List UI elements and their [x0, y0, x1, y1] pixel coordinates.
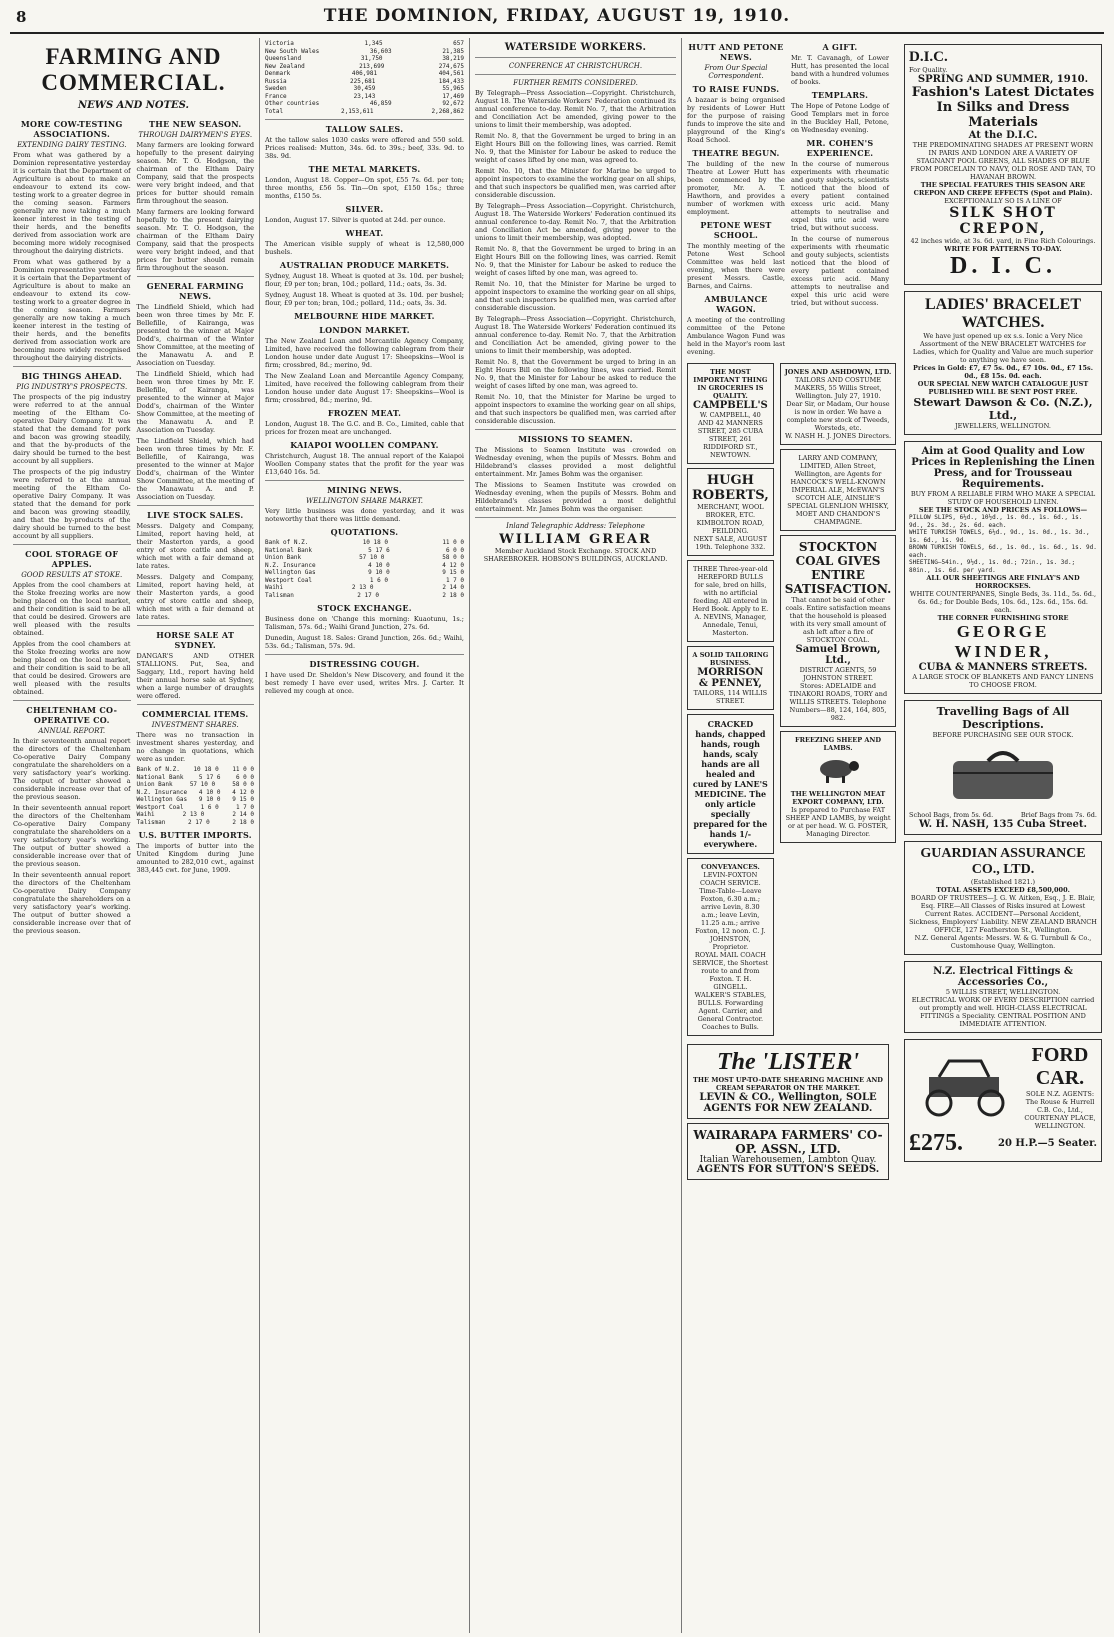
market-text: Business done on 'Change this morning: Kuaotunu, 1s.; Talisman, 57s. 6d.; Waihi Grand Junction, 27s. 6d. — [265, 615, 464, 631]
stockton-coal-ad: STOCKTON COAL GIVES ENTIRE SATISFACTION. That cannot be said of other coals. Entire satisfaction means that the household is pleased with its very small amount of ash left after a fire of STOCKTON COAL. Samuel Brown, Ltd., DISTRICT AGENTS, 59 JOHNSTON STREET. Stores: ADELAIDE and TINAKORI ROADS, TORY and WILLIS STREETS. Telephone Numbers—88, 124, 164, 805, 982. — [780, 535, 897, 727]
price-row: BROWN TURKISH TOWELS, 6d., 1s. 0d., 1s. 6d., 1s. 9d. each. — [909, 544, 1097, 559]
story-text: From what was gathered by a Dominion representative yesterday it is certain that the Department of Agriculture is about to make an endeavour to extend its cow-testing work to a greater degree in the coming season. Farmers generally are now taking a much keener interest in the testing of their herds, and the benefits derived from association work are becoming more widely recognised throughout the dairying districts. — [13, 151, 131, 255]
car-icon — [909, 1055, 1019, 1119]
market-title: LONDON MARKET. — [319, 325, 410, 335]
story-title: THE NEW SEASON. — [149, 119, 242, 129]
dic-title: D.I.C. — [909, 49, 948, 65]
story-subtitle: PIG INDUSTRY'S PROSPECTS. — [16, 383, 128, 391]
market-subtitle: WELLINGTON SHARE MARKET. — [305, 497, 424, 505]
market-title: THE METAL MARKETS. — [308, 164, 421, 174]
campbell-name: CAMPBELL'S — [693, 400, 768, 411]
story-text: Many farmers are looking forward hopefully to the present dairying season. Mr. T. O. Hodgson, the chairman of the Eltham Dairy Company, said that the prospects were very bright indeed, and that prices for butter should remain firm throughout the season. — [136, 208, 254, 272]
story-title: U.S. BUTTER IMPORTS. — [138, 830, 252, 840]
labour-text: By Telegraph—Press Association—Copyright. Christchurch, August 18. The Waterside Workers' Federation continued its annual conference to-day. Remit No. 7, that the Arbitration and Conciliation Act be amended, giving power to the unions to limit their membership, was adopted. — [475, 202, 676, 242]
ford-car-ad: FORD CAR. SOLE N.Z. AGENTS: The Rouse & Hurrell C.B. Co., Ltd., COURTENAY PLACE, WELLINGTON. £275. 20 H.P.—5 Seater. — [904, 1039, 1102, 1162]
story-title: MORE COW-TESTING ASSOCIATIONS. — [20, 119, 123, 139]
market-text: The New Zealand Loan and Mercantile Agency Company, Limited, have received the following cablegram from their London house under date August 17: Sheepskins—Wool is firm; crossbred, 8d.; merino, 9d. — [265, 372, 464, 404]
story-text: Messrs. Dalgety and Company, Limited, report having held, at their Masterton yards, a good entry of store cattle and sheep, which met with a fair demand at late rates. — [136, 573, 254, 621]
table-row: Sweden 30,459 55,965 — [265, 85, 464, 92]
table-row: Westport Coal 1 6 0 1 7 0 — [136, 803, 254, 811]
price-row: SHEETING—54in., 9½d., 1s. 0d.; 72in., 1s. 3d.; 80in., 1s. 6d. per yard. — [909, 559, 1076, 574]
table-row: Bank of N.Z. 10 18 0 11 0 0 — [136, 766, 254, 773]
farming-column — [8, 38, 260, 1633]
labour-text: Remit No. 8, that the Government be urged to bring in an Eight Hours Bill on the following lines, was carried. Remit No. 9, that the Minister for Labour be asked to reduce the weight of cases lifted by one man, was agreed to. — [475, 358, 676, 390]
table-row: Bank of N.Z. 10 18 0 11 0 0 — [265, 539, 464, 546]
story-text: DANGAR'S AND OTHER STALLIONS. Put, Sea, and Saggary, Ltd., report having held their annual horse sale at Sydney, when a large number of draughts were offered. — [136, 652, 254, 700]
notes-title: A GIFT. — [822, 42, 858, 52]
ads-column — [898, 38, 1108, 1633]
story-text: The imports of butter into the United Kingdom during June amounted to 282,010 cwt., against 383,445 cwt. for June, 1909. — [136, 842, 254, 874]
share-quotations-table — [137, 766, 255, 826]
hutt-story-text: The building of the new Theatre at Lower Hutt has been commenced by the promoter, Mr. A. T. Hawthorn, and provides a number of workmen with employment. — [687, 160, 785, 216]
labour-subtitle: CONFERENCE AT CHRISTCHURCH. — [508, 62, 643, 70]
meat-export-ad: FREEZING SHEEP AND LAMBS. THE WELLINGTON MEAT EXPORT COMPANY, LTD. Is prepared to Purchase FAT SHEEP AND LAMBS, by weight or at per head. W. G. FOSTER, Managing Director. — [780, 731, 897, 843]
lanes-ad: CRACKED hands, chapped hands, rough hands, scaly hands are all healed and cured by LANE'S MEDICINE. The only article specially prepared for the hands 1/- everywhere. — [687, 714, 774, 854]
labour-text: Remit No. 10, that the Minister for Marine be urged to appoint inspectors to examine the working gear on all ships, and that such inspectors be qualified men, was carried after considerable discussion. — [475, 280, 676, 312]
hutt-subtitle: From Our Special Correspondent. — [704, 64, 768, 80]
story-title: COMMERCIAL ITEMS. — [141, 709, 249, 719]
wairarapa-farmers-ad: WAIRARAPA FARMERS' CO-OP. ASSN., LTD. Italian Warehousemen, Lambton Quay. AGENTS FOR SUTTON'S SEEDS. — [687, 1123, 889, 1180]
bag-icon — [943, 743, 1063, 803]
mining-quotations-table — [265, 539, 464, 599]
story-text: There was no transaction in investment shares yesterday, and no change in quotations, which were as under. — [136, 731, 254, 763]
table-row: Other countries 46,859 92,672 — [265, 100, 464, 107]
story-title: CHELTENHAM CO-OPERATIVE CO. — [26, 705, 118, 725]
price-row: PILLOW SLIPS, 6½d., 10½d., 1s. 0d., 1s. 6d., 1s. 9d., 2s. 3d., 2s. 6d. each. — [909, 514, 1083, 529]
market-text: Dunedin, August 18. Sales: Grand Junction, 26s. 6d.; Waihi, 53s. 6d.; Talisman, 57s. 9d. — [265, 634, 464, 650]
notes-text: In the course of numerous experiments with rheumatic and gouty subjects, scientists noticed that the blood of every patient contained excess uric acid. Many attempts to neutralise and expel this uric acid were tried, but without success. — [791, 160, 889, 232]
story-text: The prospects of the pig industry were referred to at the annual meeting of the Eltham Co-operative Dairy Company. It was stated that the demand for pork and bacon was growing steadily, and that the by-products of the dairy should be turned to the best account by all suppliers. — [13, 468, 131, 540]
market-text: Very little business was done yesterday, and it was noteworthy that there was little demand. — [265, 507, 464, 523]
table-row: Wellington Gas 9 10 0 9 15 0 — [136, 796, 254, 803]
table-row: New South Wales 36,603 21,385 — [265, 47, 464, 55]
hutt-column — [682, 38, 894, 1633]
market-text: London, August 18. Copper—On spot, £55 7s. 6d. per ton; three months, £56 5s. Tin—On spot, £150 15s.; three months, £150 5s. — [265, 176, 464, 200]
story-text: Messrs. Dalgety and Company, Limited, report having held, at their Masterton yards, a good entry of store cattle and sheep, which met with a fair demand at late rates. — [136, 522, 254, 570]
story-subtitle: INVESTMENT SHARES. — [151, 721, 239, 729]
story-subtitle: EXTENDING DAIRY TESTING. — [17, 141, 127, 149]
conveyances-ad: CONVEYANCES. LEVIN-FOXTON COACH SERVICE. Time-Table—Leave Foxton, 6.30 a.m.; arrive Levin, 8.30 a.m.; leave Levin, 11.25 a.m.; arrive Foxton, 12 noon. C. J. JOHNSTON, Proprietor. ROYAL MAIL COACH SERVICE, the Shortest route to and from Foxton. T. H. GINGELL. WALKER'S STABLES, BULLS. Forwarding Agent. Carrier, and General Contractor. Coaches to Bulls. — [687, 858, 774, 1036]
market-text: The American visible supply of wheat is 12,580,000 bushels. — [265, 240, 464, 256]
market-title: MINING NEWS. — [327, 485, 402, 495]
table-row: Union Bank 57 10 0 58 0 0 — [136, 781, 254, 788]
lister-ad: The 'LISTER' THE MOST UP-TO-DATE SHEARING MACHINE AND CREAM SEPARATOR ON THE MARKET. LEVIN & CO., Wellington, SOLE AGENTS FOR NEW ZEALAND. — [687, 1044, 889, 1119]
market-title: KAIAPOI WOOLLEN COMPANY. — [290, 440, 439, 450]
hutt-story-text: A bazaar is being organised by residents of Lower Hutt for the purpose of raising funds to improve the site and playground of the King's Road School. — [687, 96, 785, 144]
hutt-story-title: TO RAISE FUNDS. — [692, 84, 780, 94]
winder-price-list — [909, 514, 1097, 574]
market-title: STOCK EXCHANGE. — [317, 603, 412, 613]
table-row: Total 2,153,611 2,268,862 — [265, 107, 464, 115]
table-row: Victoria 1,345 657 — [265, 40, 464, 47]
grear-text: Member Auckland Stock Exchange. STOCK AND SHAREBROKER. HOBSON'S BUILDINGS, AUCKLAND. — [483, 547, 668, 563]
dic-logo: D. I. C. — [949, 253, 1056, 279]
story-subtitle: GOOD RESULTS AT STOKE. — [21, 571, 123, 579]
story-text: The Lindfield Shield, which had been won three times by Mr. F. Bellefille, of Kairanga, was presented to the winner at Major Dodd's, chairman of the Winter Show Committee, at the meeting of the Manawatu A. and P. Association on Tuesday. — [136, 303, 254, 367]
table-row: Wellington Gas 9 10 0 9 15 0 — [265, 569, 464, 576]
market-title: AUSTRALIAN PRODUCE MARKETS. — [279, 260, 450, 270]
farming-banner: FARMING AND COMMERCIAL. — [41, 44, 226, 95]
hutt-story-title: AMBULANCE WAGON. — [704, 294, 768, 314]
table-row: Waihi 2 13 0 2 14 0 — [136, 811, 254, 818]
missions-title: MISSIONS TO SEAMEN. — [518, 434, 633, 444]
hutt-story-title: THEATRE BEGUN. — [692, 148, 780, 158]
hutt-story-text: A meeting of the controlling committee of the Petone Ambulance Wagon Fund was held in the Mayor's room last evening. — [687, 316, 785, 356]
story-title: GENERAL FARMING NEWS. — [146, 281, 244, 301]
hutt-story-title: PETONE WEST SCHOOL. — [700, 220, 772, 240]
hutt-title: HUTT AND PETONE NEWS. — [688, 42, 784, 62]
table-row: New Zealand 213,699 274,675 — [265, 62, 464, 70]
farming-subhead: NEWS AND NOTES. — [77, 100, 189, 111]
story-text: In their seventeenth annual report the directors of the Cheltenham Co-operative Dairy Company congratulate the shareholders on a very satisfactory year's working. The output of butter showed a considerable increase over that of the previous season. — [13, 871, 131, 935]
table-row: Queensland 31,750 38,219 — [265, 55, 464, 62]
jones-ashdown-ad: JONES AND ASHDOWN, LTD. TAILORS AND COSTUME MAKERS, 55 Willis Street, Wellington. July 27, 1910. Dear Sir, or Madam, Our house is now in order. We have a complete new stock of Tweeds, Worsteds, etc. W. NASH H. J. JONES Directors. — [780, 363, 897, 445]
market-title: WHEAT. — [345, 228, 384, 238]
story-text: Many farmers are looking forward hopefully to the present dairying season. Mr. T. O. Hodgson, the chairman of the Eltham Dairy Company, said that the prospects were very bright indeed, and that prices for butter should remain firm throughout the season. — [136, 141, 254, 205]
notes-title: MR. COHEN'S EXPERIENCE. — [806, 138, 874, 158]
labour-title: WATERSIDE WORKERS. — [504, 42, 647, 53]
story-text: The prospects of the pig industry were referred to at the annual meeting of the Eltham Co-operative Dairy Company. It was stated that the demand for pork and bacon was growing steadily, and that the by-products of the dairy should be turned to the best account by all suppliers. — [13, 393, 131, 465]
page-number: 8 — [16, 8, 27, 26]
table-row: N.Z. Insurance 4 10 0 4 12 0 — [136, 788, 254, 796]
notes-text: The Hope of Petone Lodge of Good Templars met in force in the Buckley Hall, Petone, on Wednesday evening. — [791, 102, 889, 134]
market-title: SILVER. — [345, 204, 384, 214]
table-row: Denmark 406,981 404,561 — [265, 70, 464, 77]
story-text: Apples from the cool chambers at the Stoke freezing works are now being placed on the local market, and their condition is said to be all that could be desired. Growers are well pleased with the results obtained. — [13, 581, 131, 637]
market-text: London, August 18. The G.C. and B. Co., Limited, cable that prices for frozen meat are unchanged. — [265, 420, 464, 436]
bracelet-watches-ad: LADIES' BRACELET WATCHES. We have just opened up ex s.s. Ionic a Very Nice Assortment of the NEW BRACELET WATCHES for Ladies, which for Quality and Value are much superior to anything we have seen. Prices in Gold: £7, £7 5s. 0d., £7 10s. 0d., £7 15s. 0d., £8 15s. 0d. each. OUR SPECIAL NEW WATCH CATALOGUE JUST PUBLISHED WILL BE SENT POST FREE. Stewart Dawson & Co. (N.Z.), Ltd., JEWELLERS, WELLINGTON. — [904, 291, 1102, 435]
campbell-ad: THE MOST IMPORTANT THING IN GROCERIES IS QUALITY. CAMPBELL'S W. CAMPBELL, 40 AND 42 MANNERS STREET, 285 CUBA STREET, 261 RIDDIFORD ST., NEWTOWN. — [687, 363, 774, 464]
tailor-ad: A SOLID TAILORING BUSINESS. MORRISON & PENNEY, TAILORS, 114 WILLIS STREET. — [687, 646, 774, 710]
story-text: In their seventeenth annual report the directors of the Cheltenham Co-operative Dairy Company congratulate the shareholders on a very satisfactory year's working. The output of butter showed a considerable increase over that of the previous season. — [13, 737, 131, 801]
labour-text: Remit No. 10, that the Minister for Marine be urged to appoint inspectors to examine the working gear on all ships, and that such inspectors be qualified men, was carried after considerable discussion. — [475, 393, 676, 425]
story-title: HORSE SALE AT SYDNEY. — [156, 630, 235, 650]
story-text: Apples from the cool chambers at the Stoke freezing works are now being placed on the local market, and their condition is said to be all that could be desired. Growers are well pleased with the results obtained. — [13, 640, 131, 696]
story-title: BIG THINGS AHEAD. — [21, 371, 123, 381]
notes-text: In the course of numerous experiments with rheumatic and gouty subjects, scientists noticed that the blood of every patient contained excess uric acid. Many attempts to neutralise and expel this uric acid were tried, but without success. — [791, 235, 889, 307]
table-row: N.Z. Insurance 4 10 0 4 12 0 — [265, 561, 464, 569]
missions-text: The Missions to Seamen Institute was crowded on Wednesday evening, when the pupils of Messrs. Bohm and Hildebrand's classes provided a most delightful entertainment. Mr. James Bohm was the organiser. — [475, 446, 676, 478]
story-text: The Lindfield Shield, which had been won three times by Mr. F. Bellefille, of Kairanga, was presented to the winner at Major Dodd's, chairman of the Winter Show Committee, at the meeting of the Manawatu A. and P. Association on Tuesday. — [136, 437, 254, 501]
market-text: I have used Dr. Sheldon's New Discovery, and found it the best remedy I have ever used, writes Mrs. J. Carter. It relieved my cough at once. — [265, 671, 464, 695]
hutt-story-text: The monthly meeting of the Petone West School Committee was held last evening, when there were present Messrs. Castle, Barnes, and Cairns. — [687, 242, 785, 290]
market-title: TALLOW SALES. — [325, 124, 404, 134]
market-text: London, August 17. Silver is quoted at 24d. per ounce. — [265, 216, 446, 224]
butter-exports-table — [265, 40, 464, 115]
table-row: Union Bank 57 10 0 58 0 0 — [265, 554, 464, 561]
electrical-fittings-ad: N.Z. Electrical Fittings & Accessories Co., 5 WILLIS STREET, WELLINGTON. ELECTRICAL WORK OF EVERY DESCRIPTION carried out promptly and well. HIGH-CLASS ELECTRICAL FITTINGS a Speciality. CENTRAL POSITION AND IMMEDIATE ATTENTION. — [904, 961, 1102, 1033]
story-text: The Lindfield Shield, which had been won three times by Mr. F. Bellefille, of Kairanga, was presented to the winner at Major Dodd's, chairman of the Winter Show Committee, at the meeting of the Manawatu A. and P. Association on Tuesday. — [136, 370, 254, 434]
story-text: From what was gathered by a Dominion representative yesterday it is certain that the Department of Agriculture is about to make an endeavour to extend its cow-testing work to a greater degree in the coming season. Farmers generally are now taking a much keener interest in the testing of their herds, and the benefits derived from association work are becoming more widely recognised throughout the dairying districts. — [13, 258, 131, 362]
market-text: Christchurch, August 18. The annual report of the Kaiapoi Woollen Company states that the profit for the year was £13,640 16s. 5d. — [265, 452, 464, 476]
market-title: QUOTATIONS. — [330, 527, 399, 537]
sheep-icon — [808, 754, 868, 784]
market-title: MELBOURNE HIDE MARKET. — [294, 311, 435, 321]
table-row: Talisman 2 17 0 2 18 0 — [136, 818, 254, 826]
george-winder-ad: Aim at Good Quality and Low Prices in Replenishing the Linen Press, and for Trousseau Requirements. BUY FROM A RELIABLE FIRM WHO MAKE A SPECIAL STUDY OF HOUSEHOLD LINEN. SEE THE STOCK AND PRICES AS FOLLOWS— PILLOW SLIPS, 6½d., 10½d., 1s. 0d., 1s. 6d., 1s. 9d., 2s. 3d., 2s. 6d. each. WHITE TURKISH TOWELS, 6½d., 9d., 1s. 0d., 1s. 3d., 1s. 6d., 1s. 9d. BROWN TURKISH TOWELS, 6d., 1s. 0d., 1s. 6d., 1s. 9d. each. SHEETING—54in., 9½d., 1s. 0d.; 72in., 1s. 3d.; 80in., 1s. 6d. per yard. ALL OUR SHEETINGS ARE FINLAY'S AND HORROCKSES. WHITE COUNTERPANES, Single Beds, 3s. 11d., 5s. 6d., 6s. 6d.; for Double Beds, 10s. 6d., 12s. 6d., 15s. 6d. each. THE CORNER FURNISHING STORE GEORGE WINDER, CUBA & MANNERS STREETS. A LARGE STOCK OF BLANKETS AND FANCY LINENS TO CHOOSE FROM. — [904, 441, 1102, 694]
labour-text: Remit No. 10, that the Minister for Marine be urged to appoint inspectors to examine the working gear on all ships, and that such inspectors be qualified men, was carried after considerable discussion. — [475, 167, 676, 199]
table-row: National Bank 5 17 6 6 0 0 — [265, 546, 464, 554]
masthead-title: THE DOMINION, FRIDAY, AUGUST 19, 1910. — [323, 6, 791, 26]
labour-text: By Telegraph—Press Association—Copyright. Christchurch, August 18. The Waterside Workers' Federation continued its annual conference to-day. Remit No. 7, that the Arbitration and Conciliation Act be amended, giving power to the unions to limit their membership, was adopted. — [475, 315, 676, 355]
guardian-assurance-ad: GUARDIAN ASSURANCE CO., LTD. (Established 1821.) TOTAL ASSETS EXCEED £8,500,000. BOARD OF TRUSTEES—J. G. W. Aitken, Esq., J. E. Blair, Esq. FIRE—All Classes of Risks insured at Lowest Current Rates. ACCIDENT—Personal Accident, Sickness, Employers' Liability. NEW ZEALAND BRANCH OFFICE, 127 Featherston St., Wellington. N.Z. General Agents: Messrs. W. & G. Turnbull & Co., Customhouse Quay, Wellington. — [904, 841, 1102, 955]
labour-subtitle: FURTHER REMITS CONSIDERED. — [513, 79, 638, 87]
grear-name: WILLIAM GREAR — [499, 532, 652, 547]
notes-text: Mr. T. Cavanagh, of Lower Hutt, has presented the local band with a hundred volumes of books. — [791, 54, 889, 86]
market-title: DISTRESSING COUGH. — [309, 659, 420, 669]
table-row: Russia 225,681 184,433 — [265, 77, 464, 85]
labour-text: Remit No. 8, that the Government be urged to bring in an Eight Hours Bill on the following lines, was carried. Remit No. 9, that the Minister for Labour be asked to reduce the weight of cases lifted by one man, was agreed to. — [475, 245, 676, 277]
market-text: Sydney, August 18. Wheat is quoted at 3s. 10d. per bushel; flour, £9 per ton; bran, 10d.; pollard, 11d.; oats, 3s. 3d. — [265, 291, 464, 307]
missions-text: The Missions to Seamen Institute was crowded on Wednesday evening, when the pupils of Messrs. Bohm and Hildebrand's classes provided a most delightful entertainment. Mr. James Bohm was the organiser. — [475, 481, 676, 513]
notes-title: TEMPLARS. — [811, 90, 869, 100]
table-row: Talisman 2 17 0 2 18 0 — [265, 591, 464, 599]
story-title: COOL STORAGE OF APPLES. — [25, 549, 119, 569]
story-subtitle: THROUGH DAIRYMEN'S EYES. — [138, 131, 253, 139]
table-row: Westport Coal 1 6 0 1 7 0 — [265, 576, 464, 584]
labour-text: By Telegraph—Press Association—Copyright. Christchurch, August 18. The Waterside Workers' Federation continued its annual conference to-day. Remit No. 7, that the Arbitration and Conciliation Act be amended, giving power to the unions to limit their membership, was adopted. — [475, 89, 676, 129]
table-row: France 23,143 17,469 — [265, 92, 464, 100]
story-subtitle: ANNUAL REPORT. — [38, 727, 106, 735]
labour-text: Remit No. 8, that the Government be urged to bring in an Eight Hours Bill on the following lines, was carried. Remit No. 9, that the Minister for Labour be asked to reduce the weight of cases lifted by one man, was agreed to. — [475, 132, 676, 164]
dic-ad: D.I.C. For Quality. SPRING AND SUMMER, 1910. Fashion's Latest Dictates In Silks and Dress Materials At the D.I.C. THE PREDOMINATING SHADES AT PRESENT WORN IN PARIS AND LONDON ARE A VARIETY OF STAGNANT POOL GREENS, ALL SHADES OF BLUE FROM PORCELAIN TO NAVY, OLD ROSE AND TAN, TO HAVANAH BROWN. THE SPECIAL FEATURES THIS SEASON ARE CREPON AND CREPE EFFECTS (Spot and Plain). EXCEPTIONALLY SO IS A LINE OF SILK SHOT CREPON, 42 inches wide, at 3s. 6d. yard, in Fine Rich Colourings. WRITE FOR PATTERNS TO-DAY. D. I. C. — [904, 44, 1102, 285]
telegraph-header: Inland Telegraphic Address: Telephone — [506, 522, 645, 530]
market-title: FROZEN MEAT. — [327, 408, 402, 418]
nevins-ad: THREE Three-year-old HEREFORD BULLS for sale, bred on hills, with no artificial feeding. All entered in Herd Book. Apply to E. A. NEVINS, Manager, Annedale, Tenui, Masterton. — [687, 560, 774, 642]
labour-column — [470, 38, 682, 1633]
masthead — [10, 4, 1104, 34]
travelling-bags-ad: Travelling Bags of All Descriptions. BEFORE PURCHASING SEE OUR STOCK. School Bags, from 5s. 6d. Brief Bags from 7s. 6d. W. H. NASH, 135 Cuba Street. — [904, 700, 1102, 835]
markets-column — [260, 38, 470, 1633]
price-row: WHITE TURKISH TOWELS, 6½d., 9d., 1s. 0d., 1s. 3d., 1s. 6d., 1s. 9d. — [909, 529, 1090, 544]
roberts-ad: HUGH ROBERTS, MERCHANT, WOOL BROKER, ETC. KIMBOLTON ROAD, FEILDING. NEXT SALE, AUGUST 19th. Telephone 332. — [687, 468, 774, 556]
story-text: In their seventeenth annual report the directors of the Cheltenham Co-operative Dairy Company congratulate the shareholders on a very satisfactory year's working. The output of butter showed a considerable increase over that of the previous season. — [13, 804, 131, 868]
lister-title: The 'LISTER' — [716, 1049, 860, 1075]
story-title: LIVE STOCK SALES. — [147, 510, 244, 520]
table-row: Waihi 2 13 0 2 14 0 — [265, 584, 464, 591]
table-row: National Bank 5 17 6 6 0 0 — [136, 773, 254, 781]
market-text: Sydney, August 18. Wheat is quoted at 3s. 10d. per bushel; flour, £9 per ton; bran, 10d.; pollard, 11d.; oats, 3s. 3d. — [265, 272, 464, 288]
market-text: At the tallow sales 1030 casks were offered and 550 sold. Prices realised: Mutton, 34s. 6d. to 39s.; beef, 33s. 9d. to 38s. 9d. — [265, 136, 464, 160]
market-text: The New Zealand Loan and Mercantile Agency Company, Limited, have received the following cablegram from their London house under date August 17: Sheepskins—Wool is firm; crossbred, 8d.; merino, 9d. — [265, 337, 464, 369]
larry-ad: LARRY AND COMPANY, LIMITED, Allen Street, Wellington, are Agents for HANCOCK'S WELL-KNOWN IMPERIAL ALE, McEWAN'S SCOTCH ALE, AINSLIE'S SPECIAL GLENLION WHISKY, MOET AND CHANDON'S CHAMPAGNE. — [780, 449, 897, 531]
